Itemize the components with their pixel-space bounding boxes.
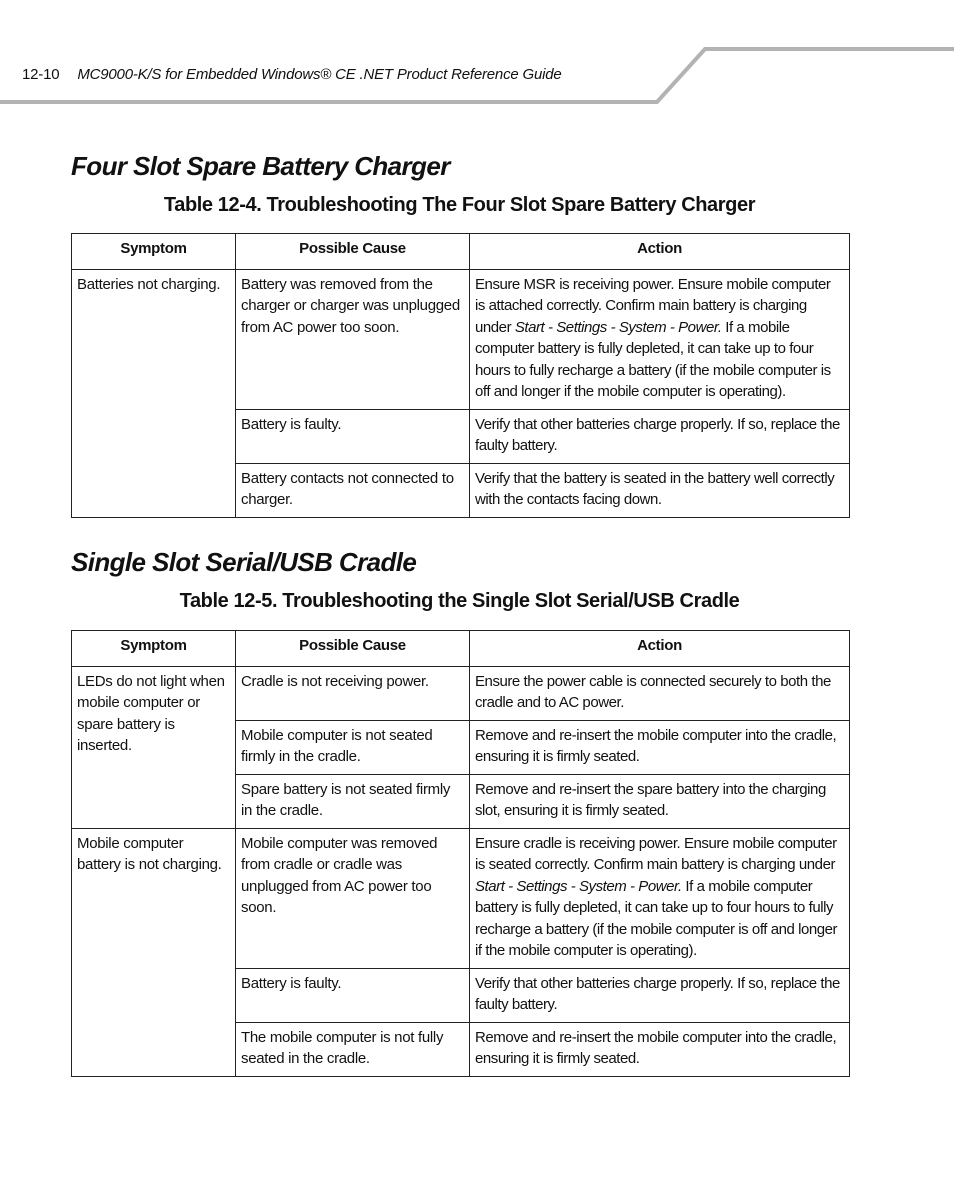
guide-title: MC9000-K/S for Embedded Windows® CE .NET Product Reference Guide xyxy=(77,66,562,83)
table-caption-12-4: Table 12-4. Troubleshooting The Four Slot Spare Battery Charger xyxy=(163,194,756,216)
table-header-row xyxy=(72,631,850,667)
menu-path: Start - Settings - System - Power. xyxy=(475,877,682,895)
column-header-cause: Possible Cause xyxy=(236,234,470,270)
cause-cell: Battery is faulty. xyxy=(236,409,470,463)
table-row xyxy=(72,269,850,409)
column-header-action: Action xyxy=(470,631,850,667)
action-cell: Remove and re-insert the spare battery into the charging slot, ensuring it is firmly seated. xyxy=(470,774,850,828)
column-header-cause: Possible Cause xyxy=(236,631,470,667)
troubleshooting-table-12-4 xyxy=(71,233,850,518)
action-text: If a mobile computer battery is fully depleted, it can take up to four hours to fully recharge a battery (if the mobile computer is off and longer if the mobile computer is operating). xyxy=(475,877,838,959)
action-text: If a mobile computer battery is fully depleted, it can take up to four hours to fully recharge a battery (if the mobile computer is off and longer if the mobile computer is operating). xyxy=(475,318,831,400)
cause-cell: Mobile computer is not seated firmly in the cradle. xyxy=(236,720,470,774)
page-number: 12-10 xyxy=(22,66,60,83)
action-text: Ensure MSR is receiving power. Ensure mobile computer is attached correctly. Confirm main battery is charging under xyxy=(475,275,831,336)
cause-cell: Battery was removed from the charger or charger was unplugged from AC power too soon. xyxy=(236,269,470,409)
table-row xyxy=(72,666,850,720)
symptom-cell: Batteries not charging. xyxy=(72,269,236,517)
menu-path: Start - Settings - System - Power. xyxy=(514,318,722,336)
header-rule xyxy=(0,0,954,110)
symptom-cell: Mobile computer battery is not charging. xyxy=(72,828,236,1076)
action-cell xyxy=(470,828,850,968)
cause-cell: The mobile computer is not fully seated in the cradle. xyxy=(236,1022,470,1076)
cause-cell: Cradle is not receiving power. xyxy=(236,666,470,720)
column-header-symptom: Symptom xyxy=(72,631,236,667)
cause-cell: Mobile computer was removed from cradle or cradle was unplugged from AC power too soon. xyxy=(236,828,470,968)
column-header-action: Action xyxy=(470,234,850,270)
symptom-cell: LEDs do not light when mobile computer or spare battery is inserted. xyxy=(72,666,236,828)
cause-cell: Battery contacts not connected to charger. xyxy=(236,463,470,517)
action-cell: Ensure the power cable is connected securely to both the cradle and to AC power. xyxy=(470,666,850,720)
action-cell: Remove and re-insert the mobile computer into the cradle, ensuring it is firmly seated. xyxy=(470,1022,850,1076)
table-caption-12-5: Table 12-5. Troubleshooting the Single Slot Serial/USB Cradle xyxy=(179,590,740,612)
table-row xyxy=(72,828,850,968)
running-header xyxy=(22,66,562,83)
table-header-row xyxy=(72,234,850,270)
section-title-single-slot: Single Slot Serial/USB Cradle xyxy=(71,547,417,577)
section-title-four-slot: Four Slot Spare Battery Charger xyxy=(71,151,450,181)
troubleshooting-table-12-5 xyxy=(71,630,850,1077)
cause-cell: Spare battery is not seated firmly in the cradle. xyxy=(236,774,470,828)
action-cell: Remove and re-insert the mobile computer into the cradle, ensuring it is firmly seated. xyxy=(470,720,850,774)
action-text: Ensure cradle is receiving power. Ensure mobile computer is seated correctly. Confirm main battery is charging under xyxy=(475,834,837,873)
action-cell xyxy=(470,269,850,409)
action-cell: Verify that other batteries charge properly. If so, replace the faulty battery. xyxy=(470,409,850,463)
action-cell: Verify that other batteries charge properly. If so, replace the faulty battery. xyxy=(470,968,850,1022)
column-header-symptom: Symptom xyxy=(72,234,236,270)
cause-cell: Battery is faulty. xyxy=(236,968,470,1022)
action-cell: Verify that the battery is seated in the battery well correctly with the contacts facing down. xyxy=(470,463,850,517)
